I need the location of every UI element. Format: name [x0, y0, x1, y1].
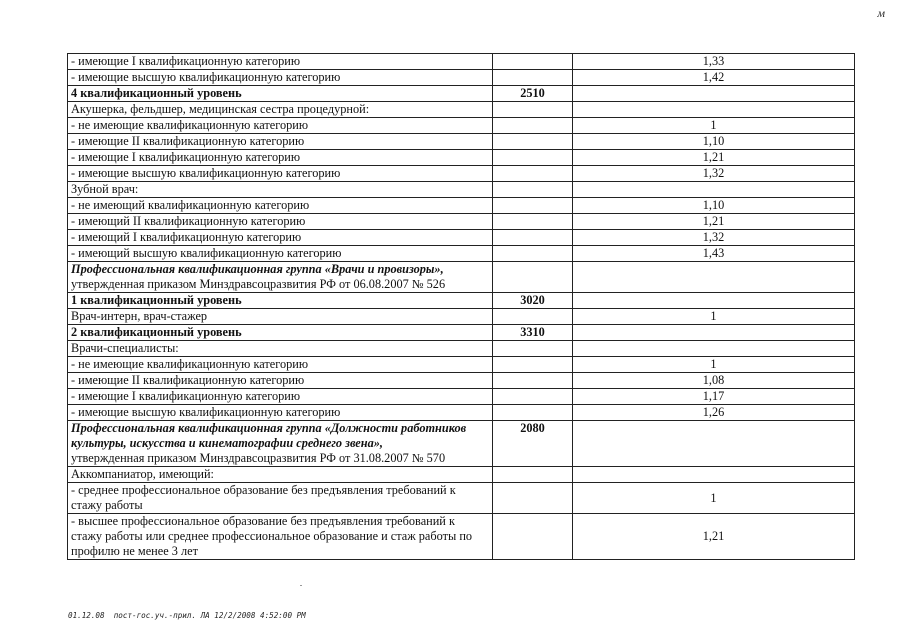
table-row — [68, 389, 855, 405]
position-cell: - имеющий II квалификационную категорию — [68, 214, 493, 230]
coefficient-cell: 1,33 — [573, 54, 855, 70]
position-cell: Врач-интерн, врач-стажер — [68, 309, 493, 325]
position-cell: - не имеющие квалификационную категорию — [68, 118, 493, 134]
table-row — [68, 357, 855, 373]
base-salary-cell — [493, 309, 573, 325]
position-cell: - имеющие I квалификационную категорию — [68, 389, 493, 405]
table-row — [68, 198, 855, 214]
coefficient-cell: 1 — [573, 483, 855, 514]
table-row — [68, 166, 855, 182]
base-salary-cell — [493, 405, 573, 421]
base-salary-cell — [493, 357, 573, 373]
base-salary-cell — [493, 166, 573, 182]
position-cell: - не имеющий квалификационную категорию — [68, 198, 493, 214]
coefficient-cell — [573, 262, 855, 293]
base-salary-cell — [493, 70, 573, 86]
page-number-mark: м — [877, 6, 885, 20]
table-row — [68, 150, 855, 166]
coefficient-cell — [573, 341, 855, 357]
position-cell: 4 квалификационный уровень — [68, 86, 493, 102]
base-salary-cell — [493, 54, 573, 70]
base-salary-cell: 3310 — [493, 325, 573, 341]
table-row — [68, 467, 855, 483]
qualification-level-row — [68, 293, 855, 309]
document-footer: 01.12.08 пост-гос.уч.-прил. ЛА 12/2/2008 4:52:00 PM — [68, 611, 306, 620]
coefficient-cell: 1,21 — [573, 150, 855, 166]
position-cell: Зубной врач: — [68, 182, 493, 198]
position-cell: Врачи-специалисты: — [68, 341, 493, 357]
base-salary-cell — [493, 514, 573, 560]
position-cell: - имеющие II квалификационную категорию — [68, 373, 493, 389]
coefficient-cell: 1,17 — [573, 389, 855, 405]
position-cell: 1 квалификационный уровень — [68, 293, 493, 309]
base-salary-cell — [493, 214, 573, 230]
group-approval-note: утвержденная приказом Минздравсоцразвития РФ от 31.08.2007 № 570 — [71, 451, 446, 465]
position-cell: - имеющие I квалификационную категорию — [68, 150, 493, 166]
base-salary-cell — [493, 150, 573, 166]
table-row — [68, 214, 855, 230]
group-title: Профессиональная квалификационная группа «Должности работников культуры, искусства и кинематографии среднего звена», — [71, 421, 467, 450]
table-row — [68, 134, 855, 150]
position-cell — [68, 421, 493, 467]
base-salary-cell — [493, 198, 573, 214]
base-salary-cell — [493, 262, 573, 293]
table-row — [68, 483, 855, 514]
position-cell: - среднее профессиональное образование без предъявления требований к стажу работы — [68, 483, 493, 514]
coefficient-cell: 1 — [573, 118, 855, 134]
base-salary-cell — [493, 102, 573, 118]
coefficient-cell: 1,26 — [573, 405, 855, 421]
coefficient-cell — [573, 293, 855, 309]
position-cell: - имеющие I квалификационную категорию — [68, 54, 493, 70]
position-cell: Акушерка, фельдшер, медицинская сестра процедурной: — [68, 102, 493, 118]
base-salary-cell — [493, 389, 573, 405]
coefficient-cell: 1 — [573, 357, 855, 373]
base-salary-cell — [493, 467, 573, 483]
table-row — [68, 118, 855, 134]
base-salary-cell: 2510 — [493, 86, 573, 102]
position-cell: - имеющие высшую квалификационную категорию — [68, 70, 493, 86]
group-title: Профессиональная квалификационная группа «Врачи и провизоры», — [71, 262, 444, 276]
coefficient-cell: 1,21 — [573, 214, 855, 230]
coefficient-cell — [573, 421, 855, 467]
coefficient-cell: 1,42 — [573, 70, 855, 86]
base-salary-cell — [493, 182, 573, 198]
qualification-level-row — [68, 86, 855, 102]
coefficient-cell: 1,43 — [573, 246, 855, 262]
coefficient-cell — [573, 467, 855, 483]
qualification-group-row — [68, 421, 855, 467]
coefficient-cell: 1,32 — [573, 166, 855, 182]
coefficient-cell: 1 — [573, 309, 855, 325]
position-cell: 2 квалификационный уровень — [68, 325, 493, 341]
qualification-group-row — [68, 262, 855, 293]
table-row — [68, 405, 855, 421]
table-body — [68, 54, 855, 560]
base-salary-cell — [493, 483, 573, 514]
position-cell — [68, 262, 493, 293]
position-cell: - не имеющие квалификационную категорию — [68, 357, 493, 373]
table-row — [68, 373, 855, 389]
table-row — [68, 70, 855, 86]
base-salary-cell — [493, 118, 573, 134]
base-salary-cell — [493, 341, 573, 357]
position-cell: - имеющие II квалификационную категорию — [68, 134, 493, 150]
table-row — [68, 54, 855, 70]
coefficient-cell: 1,32 — [573, 230, 855, 246]
position-cell: - имеющий высшую квалификационную категорию — [68, 246, 493, 262]
coefficient-cell: 1,10 — [573, 198, 855, 214]
base-salary-cell — [493, 373, 573, 389]
coefficient-cell — [573, 86, 855, 102]
qualification-table — [67, 53, 855, 560]
table-row — [68, 514, 855, 560]
table-row — [68, 246, 855, 262]
table-row — [68, 341, 855, 357]
table-row — [68, 230, 855, 246]
position-cell: - имеющий I квалификационную категорию — [68, 230, 493, 246]
base-salary-cell — [493, 246, 573, 262]
position-cell: Аккомпаниатор, имеющий: — [68, 467, 493, 483]
coefficient-cell — [573, 325, 855, 341]
position-cell: - имеющие высшую квалификационную категорию — [68, 166, 493, 182]
position-cell: - высшее профессиональное образование без предъявления требований к стажу работы или среднее профессиональное образование и стаж работы по профилю не менее 3 лет — [68, 514, 493, 560]
qualification-level-row — [68, 325, 855, 341]
coefficient-cell: 1,21 — [573, 514, 855, 560]
coefficient-cell — [573, 182, 855, 198]
base-salary-cell: 3020 — [493, 293, 573, 309]
table-row — [68, 182, 855, 198]
base-salary-cell: 2080 — [493, 421, 573, 467]
table-row — [68, 309, 855, 325]
coefficient-cell: 1,08 — [573, 373, 855, 389]
table-row — [68, 102, 855, 118]
base-salary-cell — [493, 134, 573, 150]
position-cell: - имеющие высшую квалификационную категорию — [68, 405, 493, 421]
base-salary-cell — [493, 230, 573, 246]
coefficient-cell: 1,10 — [573, 134, 855, 150]
scan-speck — [300, 585, 302, 586]
group-approval-note: утвержденная приказом Минздравсоцразвития РФ от 06.08.2007 № 526 — [71, 277, 446, 291]
coefficient-cell — [573, 102, 855, 118]
